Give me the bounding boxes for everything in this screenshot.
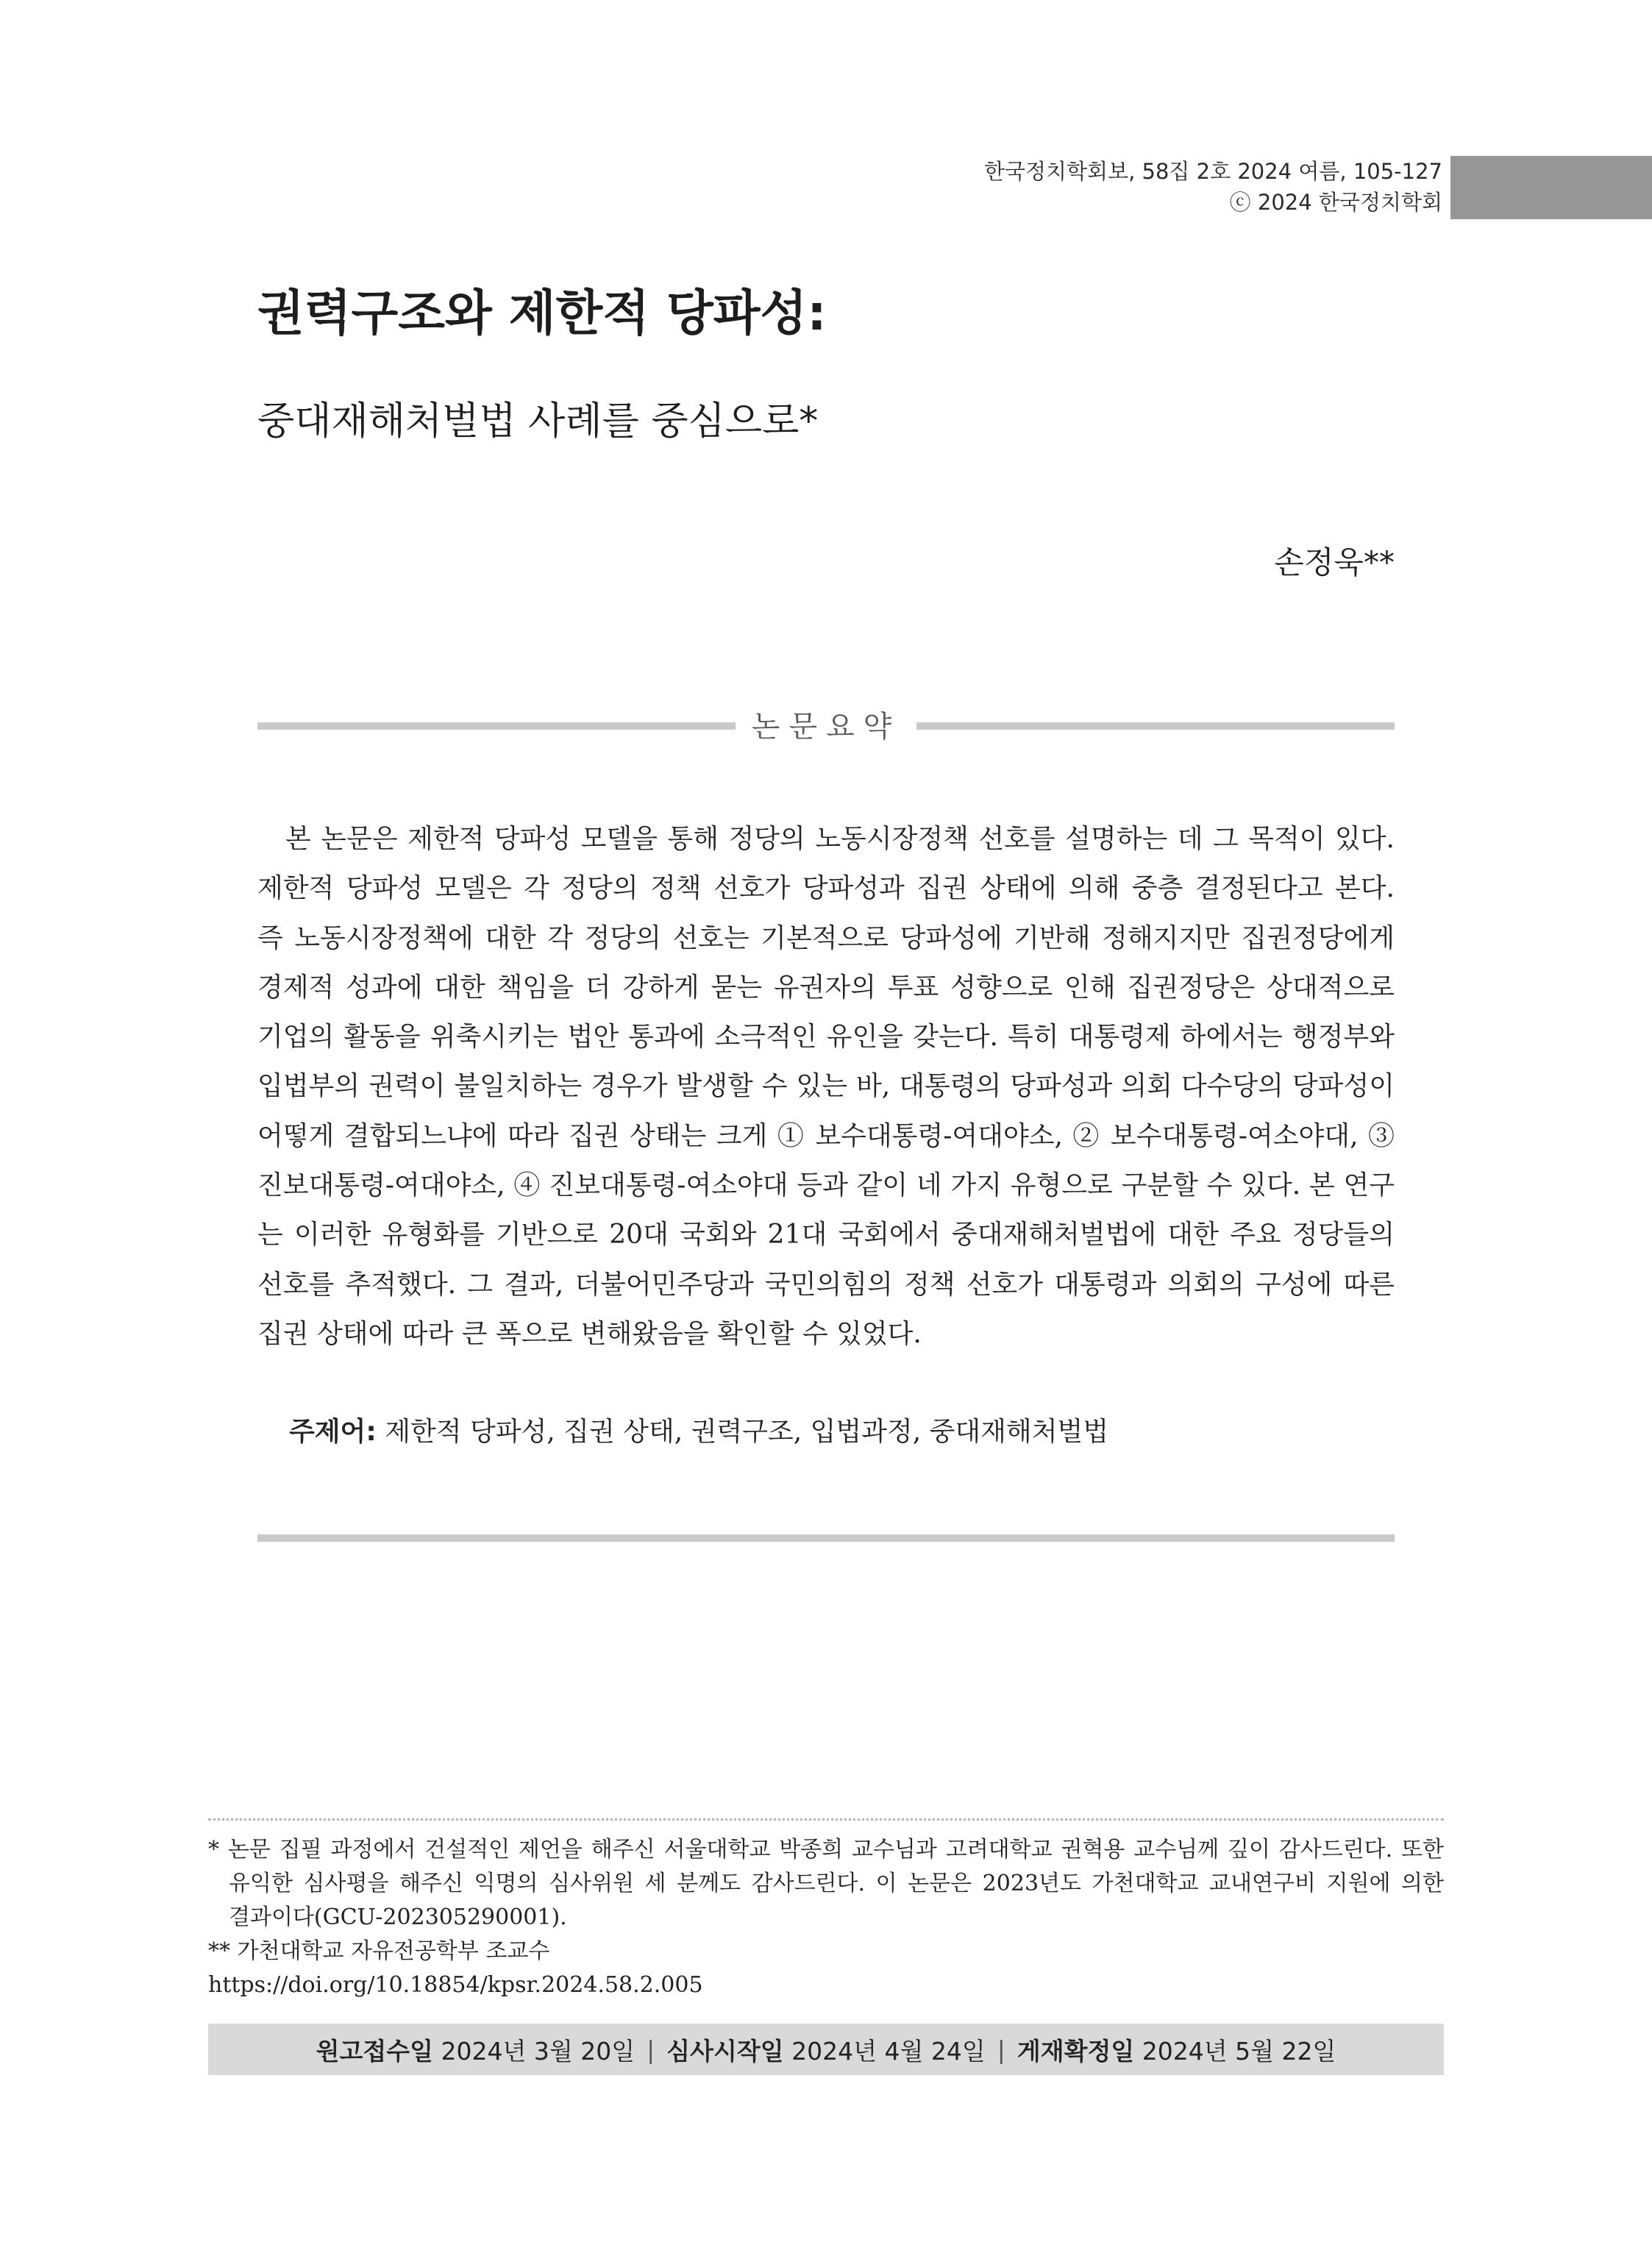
date-separator: | (997, 2035, 1005, 2064)
doi-link[interactable]: https://doi.org/10.18854/kpsr.2024.58.2.005 (208, 1972, 703, 1998)
abstract-line: 집권 상태에 따라 큰 폭으로 변해왔음을 확인할 수 있었다. (257, 1318, 922, 1349)
dates-bar (208, 2024, 1444, 2075)
footnotes (208, 1833, 1444, 2002)
keywords-label: 주제어: (289, 1417, 377, 1447)
footnote-1-line: 유익한 심사평을 해주신 익명의 심사위원 세 분께도 감사드린다. 이 논문은 2023년도 가천대학교 교내연구비 지원에 의한 (229, 1871, 1444, 1896)
keywords-text: 제한적 당파성, 집권 상태, 권력구조, 입법과정, 중대재해처벌법 (385, 1417, 1109, 1447)
footnote-1-line: 결과이다(GCU-202305290001). (229, 1904, 567, 1930)
abstract-bottom-rule (257, 1534, 1395, 1542)
accepted-label: 게재확정일 (1017, 2036, 1135, 2066)
received-date: 2024년 3월 20일 (441, 2036, 635, 2066)
footnote-2: ** 가천대학교 자유전공학부 조교수 (208, 1938, 550, 1964)
review-label: 심사시작일 (666, 2036, 784, 2066)
paper-title: 권력구조와 제한적 당파성: (257, 285, 827, 341)
abstract-heading: 논문요약 (751, 710, 901, 744)
journal-copyright: ⓒ 2024 한국정치학회 (1229, 190, 1442, 215)
journal-tab-marker (1450, 156, 1652, 219)
keywords (289, 1411, 1108, 1448)
abstract-line: 선호를 추적했다. 그 결과, 더불어민주당과 국민의힘의 정책 선호가 대통령과 의회의 구성에 따른 (257, 1269, 1395, 1300)
abstract-body (257, 814, 1395, 1359)
abstract-line: 는 이러한 유형화를 기반으로 20대 국회와 21대 국회에서 중대재해처벌법에 대한 주요 정당들의 (257, 1220, 1395, 1251)
author-name: 손정욱** (1274, 544, 1395, 580)
abstract-rule-left (257, 722, 736, 730)
abstract-line: 입법부의 권력이 불일치하는 경우가 발생할 수 있는 바, 대통령의 당파성과 의회 다수당의 당파성이 (257, 1071, 1395, 1102)
abstract-line: 본 논문은 제한적 당파성 모델을 통해 정당의 노동시장정책 선호를 설명하는 데 그 목적이 있다. (257, 824, 1395, 854)
received-label: 원고접수일 (316, 2036, 434, 2066)
journal-citation: 한국정치학회보, 58집 2호 2024 여름, 105-127 (983, 159, 1442, 184)
paper-subtitle: 중대재해처벌법 사례를 중심으로* (257, 399, 819, 444)
date-separator: | (647, 2035, 655, 2064)
journal-header (984, 156, 1442, 218)
abstract-header (257, 706, 1395, 747)
abstract-line: 어떻게 결합되느냐에 따라 집권 상태는 크게 ① 보수대통령-여대야소, ② 보수대통령-여소야대, ③ (257, 1120, 1395, 1151)
abstract-line: 즉 노동시장정책에 대한 각 정당의 선호는 기본적으로 당파성에 기반해 정해지지만 집권정당에게 (257, 922, 1395, 953)
abstract-line: 기업의 활동을 위축시키는 법안 통과에 소극적인 유인을 갖는다. 특히 대통령제 하에서는 행정부와 (257, 1022, 1395, 1053)
accepted-date: 2024년 5월 22일 (1142, 2036, 1336, 2066)
abstract-line: 경제적 성과에 대한 책임을 더 강하게 묻는 유권자의 투표 성향으로 인해 집권정당은 상대적으로 (257, 972, 1395, 1003)
abstract-line: 진보대통령-여대야소, ④ 진보대통령-여소야대 등과 같이 네 가지 유형으로 구분할 수 있다. 본 연구 (257, 1170, 1395, 1201)
review-date: 2024년 4월 24일 (791, 2036, 986, 2066)
abstract-line: 제한적 당파성 모델은 각 정당의 정책 선호가 당파성과 집권 상태에 의해 중층 결정된다고 본다. (257, 873, 1395, 904)
footnote-divider (208, 1818, 1444, 1821)
abstract-rule-right (916, 722, 1395, 730)
footnote-1-line: * 논문 집필 과정에서 건설적인 제언을 해주신 서울대학교 박종희 교수님과 고려대학교 권혁용 교수님께 깊이 감사드린다. 또한 (208, 1837, 1444, 1863)
